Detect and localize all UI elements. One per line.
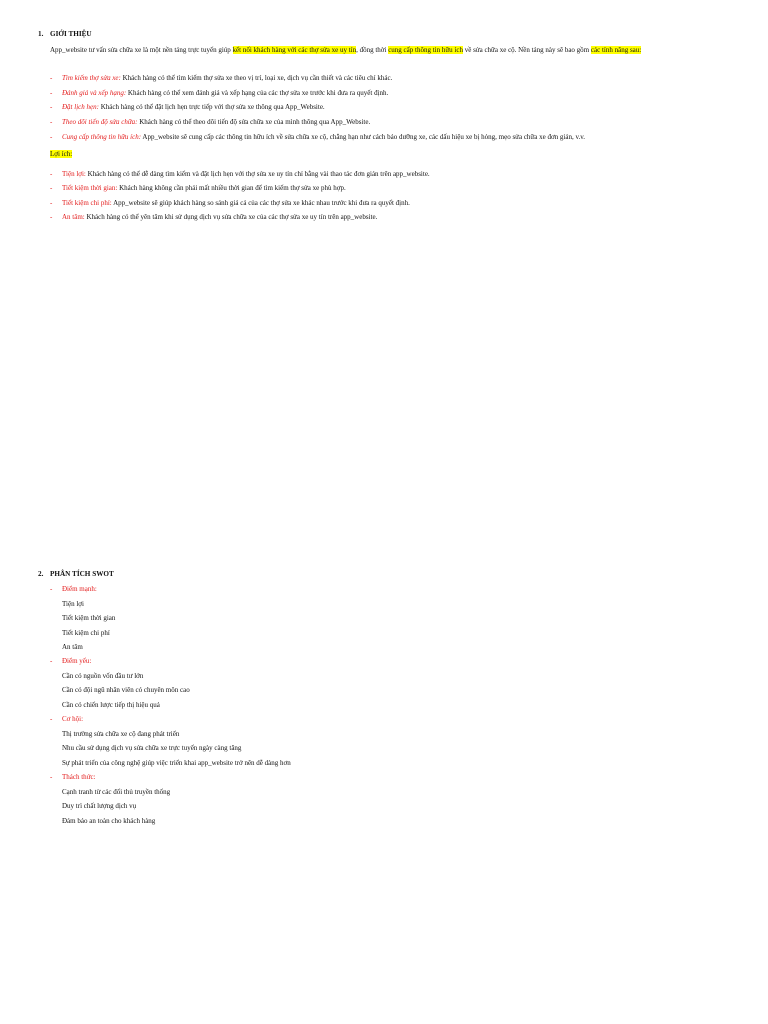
- feature-text: Khách hàng có thể đặt lịch hẹn trực tiếp với thợ sửa xe thông qua App_Website.: [98, 103, 325, 111]
- benefit-text: Khách hàng không cần phải mất nhiều thời gian để tìm kiếm thợ sửa xe phù hợp.: [117, 184, 346, 192]
- feature-item: [50, 132, 585, 142]
- feature-item: [50, 117, 370, 127]
- bullet-dash: -: [50, 199, 53, 207]
- swot-item: Cạnh tranh từ các đối thủ truyền thống: [62, 788, 171, 796]
- benefit-item: [50, 198, 410, 208]
- feature-text: App_website sẽ cung cấp các thông tin hữu ích về sửa chữa xe cộ, chẳng hạn như cách bảo dưỡng xe, các dấu hiệu xe bị hỏng, mẹo sửa chữa xe đơn giản, v.v.: [141, 133, 586, 141]
- bullet-dash: -: [50, 74, 53, 82]
- swot-group-label: [50, 772, 96, 782]
- feature-label: Theo dõi tiến độ sửa chữa:: [62, 118, 138, 126]
- benefit-item: [50, 169, 430, 179]
- feature-label: Cung cấp thông tin hữu ích:: [62, 133, 142, 141]
- swot-item: Đảm bảo an toàn cho khách hàng: [62, 817, 156, 825]
- bullet-dash: -: [50, 133, 53, 141]
- swot-label-strengths: Điểm mạnh:: [62, 585, 97, 593]
- swot-label-threats: Thách thức:: [62, 773, 96, 781]
- bullet-dash: -: [50, 773, 53, 781]
- section-1-heading: [38, 30, 92, 38]
- swot-label-weaknesses: Điểm yếu:: [62, 657, 92, 665]
- feature-label: Tìm kiếm thợ sửa xe:: [62, 74, 121, 82]
- bullet-dash: -: [50, 170, 53, 178]
- feature-label: Đánh giá và xếp hạng:: [62, 89, 127, 97]
- section-1-title: GIỚI THIỆU: [50, 30, 92, 38]
- benefit-item: [50, 183, 346, 193]
- benefit-text: App_website sẽ giúp khách hàng so sánh giá cả của các thợ sửa xe khác nhau trước khi đưa ra quyết định.: [111, 199, 410, 207]
- bullet-dash: -: [50, 715, 53, 723]
- swot-item: Cần có nguồn vốn đầu tư lớn: [62, 672, 144, 680]
- swot-item: Tiết kiệm chi phí: [62, 629, 110, 637]
- bullet-dash: -: [50, 89, 53, 97]
- section-2-title: PHÂN TÍCH SWOT: [50, 570, 114, 578]
- section-2-heading: [38, 570, 114, 578]
- feature-item: [50, 73, 392, 83]
- benefit-label: Tiết kiệm thời gian:: [62, 184, 118, 192]
- benefits-title-text: Lợi ích:: [50, 150, 73, 158]
- bullet-dash: -: [50, 585, 53, 593]
- bullet-dash: -: [50, 184, 53, 192]
- feature-label: Đặt lịch hẹn:: [62, 103, 99, 111]
- feature-item: [50, 88, 388, 98]
- benefit-label: Tiết kiệm chi phí:: [62, 199, 112, 207]
- intro-paragraph: [50, 44, 756, 57]
- benefits-title: [50, 150, 72, 158]
- feature-text: Khách hàng có thể xem đánh giá và xếp hạng của các thợ sửa xe trước khi đưa ra quyết định.: [126, 89, 389, 97]
- feature-text: Khách hàng có thể tìm kiếm thợ sửa xe theo vị trí, loại xe, dịch vụ cần thiết và các tiêu chí khác.: [120, 74, 393, 82]
- benefit-text: Khách hàng có thể dễ dàng tìm kiếm và đặt lịch hẹn với thợ sửa xe uy tín chỉ bằng vài thao tác đơn giản trên app_website.: [85, 170, 430, 178]
- intro-highlight-1: kết nối khách hàng với các thợ sửa xe uy tín: [232, 46, 357, 54]
- benefit-text: Khách hàng có thể yên tâm khi sử dụng dịch vụ sửa chữa xe của các thợ sửa xe uy tín trên app_website.: [84, 213, 378, 221]
- swot-item: Sự phát triển của công nghệ giúp việc triển khai app_website trở nên dễ dàng hơn: [62, 759, 291, 767]
- intro-highlight-3: các tính năng sau:: [590, 46, 642, 54]
- swot-item: Thị trường sửa chữa xe cộ đang phát triển: [62, 730, 180, 738]
- section-1-number: 1.: [38, 30, 44, 38]
- swot-item: An tâm: [62, 643, 83, 651]
- swot-group-label: [50, 714, 83, 724]
- bullet-dash: -: [50, 213, 53, 221]
- swot-item: Cần có chiến lược tiếp thị hiệu quả: [62, 701, 160, 709]
- swot-label-opportunities: Cơ hội:: [62, 715, 84, 723]
- section-2-number: 2.: [38, 570, 44, 578]
- bullet-dash: -: [50, 118, 53, 126]
- benefit-label: Tiện lợi:: [62, 170, 86, 178]
- intro-text-2: , đồng thời: [356, 46, 389, 54]
- feature-text: Khách hàng có thể theo dõi tiến độ sửa chữa xe của mình thông qua App_Website.: [137, 118, 371, 126]
- feature-item: [50, 102, 325, 112]
- swot-item: Tiết kiệm thời gian: [62, 614, 116, 622]
- intro-text-1: App_website tư vấn sửa chữa xe là một nền tảng trực tuyến giúp: [50, 46, 233, 54]
- intro-highlight-2: cung cấp thông tin hữu ích: [388, 46, 463, 54]
- bullet-dash: -: [50, 103, 53, 111]
- swot-item: Tiện lợi: [62, 600, 84, 608]
- bullet-dash: -: [50, 657, 53, 665]
- swot-item: Cần có đội ngũ nhân viên có chuyên môn cao: [62, 686, 190, 694]
- intro-text-3: về sửa chữa xe cộ. Nền tảng này sẽ bao gồm: [462, 46, 591, 54]
- benefit-label: An tâm:: [62, 213, 85, 221]
- swot-item: Nhu cầu sử dụng dịch vụ sửa chữa xe trực tuyến ngày càng tăng: [62, 744, 242, 752]
- swot-item: Duy trì chất lượng dịch vụ: [62, 802, 137, 810]
- swot-group-label: [50, 656, 91, 666]
- benefit-item: [50, 212, 377, 222]
- swot-group-label: [50, 584, 97, 594]
